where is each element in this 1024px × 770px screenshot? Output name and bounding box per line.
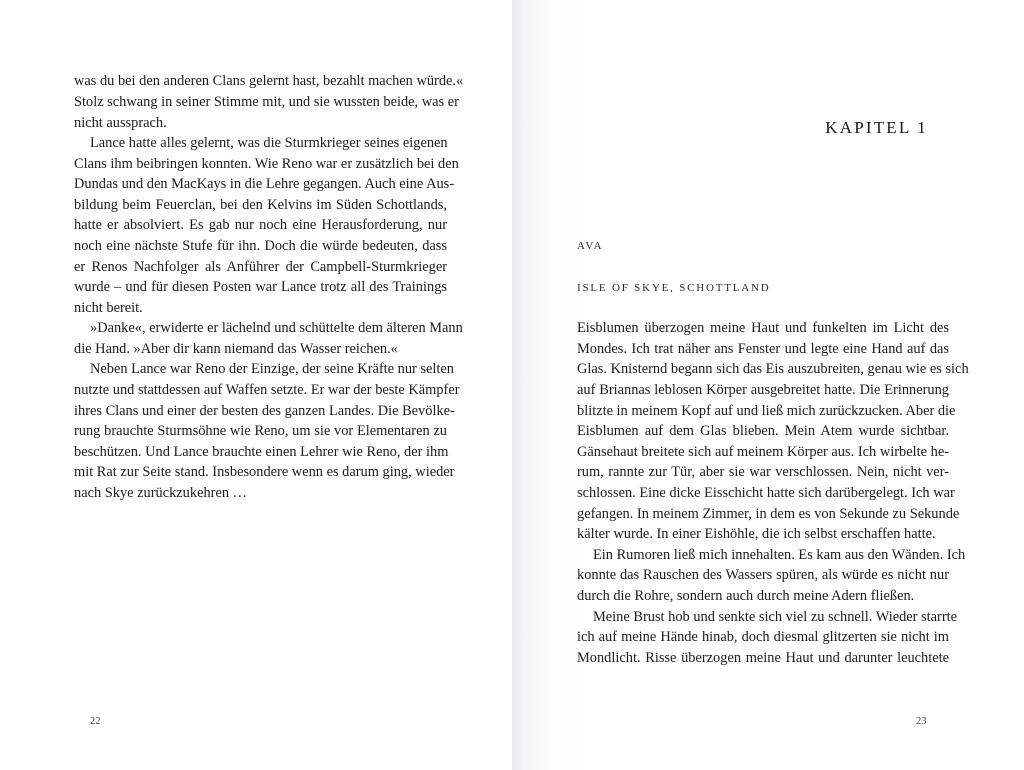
text-line: die Hand. »Aber dir kann niemand das Wasser reichen.« [74, 341, 398, 357]
page-number: 23 [916, 716, 927, 727]
text-line: nicht bereit. [74, 300, 143, 316]
text-line: schlossen. Eine dicke Eisschicht hatte sich darübergelegt. Ich war [577, 485, 955, 501]
text-line: hatte er absolviert. Es gab nur noch eine Herausforderung, nur [74, 217, 447, 233]
text-line: Mondlicht. Risse überzogen meine Haut und darunter leuchtete [577, 650, 949, 666]
text-line: ihres Clans und einer der besten des ganzen Landes. Die Bevölke- [74, 403, 455, 419]
text-line: Eisblumen auf dem Glas blieben. Mein Atem wurde sichtbar. [577, 423, 949, 439]
text-line: Glas. Knisternd begann sich das Eis auszubreiten, genau wie es sich [577, 361, 969, 377]
text-line: Dundas und den MacKays in die Lehre gegangen. Auch eine Aus- [74, 176, 455, 192]
text-line: mit Rat zur Seite stand. Insbesondere wenn es darum ging, wieder [74, 464, 455, 480]
text-line: Eisblumen überzogen meine Haut und funkelten im Licht des [577, 320, 949, 336]
text-line: nicht aussprach. [74, 115, 167, 131]
text-line: Gänsehaut breitete sich auf meinem Körper aus. Ich wirbelte he- [577, 444, 949, 460]
text-line: Clans ihm beibringen konnten. Wie Reno war er zusätzlich bei den [74, 156, 459, 172]
pov-label: AVA [577, 240, 604, 252]
right-page [512, 0, 1024, 770]
text-line: gefangen. In meinem Zimmer, in dem es von Sekunde zu Sekunde [577, 506, 960, 522]
text-line: rung brauchte Sturmsöhne wie Reno, um sie vor Elementaren zu [74, 423, 447, 439]
text-line: rum, rannte zur Tür, aber sie war verschlossen. Nein, nicht ver- [577, 464, 949, 480]
text-line: Ein Rumoren ließ mich innehalten. Es kam aus den Wänden. Ich [593, 547, 966, 563]
text-line: ich auf meine Hände hinab, doch diesmal glitzerten sie nicht im [577, 629, 949, 645]
text-line: Meine Brust hob und senkte sich viel zu schnell. Wieder starrte [593, 609, 958, 625]
text-line: »Danke«, erwiderte er lächelnd und schüttelte dem älteren Mann [90, 320, 463, 336]
text-line: er Renos Nachfolger als Anführer der Campbell-Sturmkrieger [74, 259, 447, 275]
text-line: Lance hatte alles gelernt, was die Sturmkrieger seines eigenen [90, 135, 448, 151]
text-line: noch eine nächste Stufe für ihn. Doch die würde bedeuten, dass [74, 238, 447, 254]
text-line: kälter wurde. In einer Eishöhle, die ich selbst erschaffen hatte. [577, 526, 936, 542]
text-line: Neben Lance war Reno der Einzige, der seine Kräfte nur selten [90, 361, 454, 377]
text-line: konnte das Rauschen des Wassers spüren, als würde es nicht nur [577, 567, 949, 583]
text-line: wurde – und für diesen Posten war Lance trotz all des Trainings [74, 279, 447, 295]
text-line: auf Briannas leblosen Körper ausgebreitet hatte. Die Erinnerung [577, 382, 949, 398]
location-label: ISLE OF SKYE, SCHOTTLAND [577, 282, 771, 294]
text-line: bildung beim Feuerclan, bei den Kelvins im Süden Schottlands, [74, 197, 447, 213]
page-number: 22 [90, 716, 101, 727]
text-line: blitzte in meinem Kopf auf und ließ mich zurückzucken. Aber die [577, 403, 956, 419]
text-line: nutzte und stattdessen auf Waffen setzte. Er war der beste Kämpfer [74, 382, 460, 398]
text-line: nach Skye zurückzukehren … [74, 485, 248, 501]
text-line: Stolz schwang in seiner Stimme mit, und sie wussten beide, was er [74, 94, 459, 110]
text-line: was du bei den anderen Clans gelernt hast, bezahlt machen würde.« [74, 73, 464, 89]
text-line: durch die Rohre, sondern auch durch meine Adern fließen. [577, 588, 915, 604]
chapter-title: KAPITEL 1 [825, 118, 928, 137]
text-line: Mondes. Ich trat näher ans Fenster und legte eine Hand auf das [577, 341, 949, 357]
text-line: beschützen. Und Lance brauchte einen Lehrer wie Reno, der ihm [74, 444, 449, 460]
